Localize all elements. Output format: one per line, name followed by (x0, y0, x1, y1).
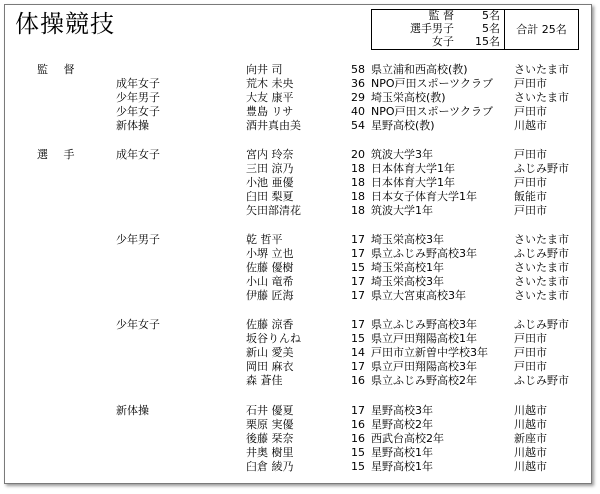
age-value: 17 (351, 404, 365, 417)
city: さいたま市 (514, 275, 569, 288)
city: 戸田市 (514, 148, 547, 161)
age-value: 36 (351, 77, 365, 90)
affiliation: 埼玉栄高校(教) (371, 91, 446, 104)
person-name: 三田 涼乃 (246, 162, 294, 175)
age-value: 15 (351, 446, 365, 459)
person-name: 井奥 樹里 (246, 446, 294, 459)
city: さいたま市 (514, 289, 569, 302)
roster-row (5, 176, 591, 190)
roster-row (5, 204, 591, 218)
age-value: 16 (351, 432, 365, 445)
person-name: 乾 哲平 (246, 233, 283, 246)
person-name: 小山 竜希 (246, 275, 294, 288)
person-name: 森 蒼佳 (246, 374, 283, 387)
affiliation: 星野高校(教) (371, 119, 435, 132)
city: 川越市 (514, 460, 547, 473)
affiliation: 星野高校3年 (371, 404, 433, 417)
category-label: 少年女子 (116, 105, 160, 118)
roster-row (5, 77, 591, 91)
age-value: 14 (351, 346, 365, 359)
summary-box (371, 9, 579, 50)
affiliation: 日本体育大学1年 (371, 162, 455, 175)
affiliation: 県立ふじみ野高校2年 (371, 374, 477, 387)
summary-counts (372, 10, 505, 50)
city: さいたま市 (514, 63, 569, 76)
category-label: 成年女子 (116, 148, 160, 161)
affiliation: 筑波大学1年 (371, 204, 433, 217)
city: 戸田市 (514, 204, 547, 217)
affiliation: NPO戸田スポーツクラブ (371, 77, 493, 90)
city: 戸田市 (514, 360, 547, 373)
city: 戸田市 (514, 176, 547, 189)
age-value: 15 (351, 460, 365, 473)
category-label: 新体操 (116, 404, 149, 417)
city: さいたま市 (514, 261, 569, 274)
age-value: 17 (351, 289, 365, 302)
age-value: 40 (351, 105, 365, 118)
roster-row (5, 91, 591, 105)
affiliation: 埼玉栄高校1年 (371, 261, 444, 274)
person-name: 小池 亜優 (246, 176, 294, 189)
age-value: 58 (351, 63, 365, 76)
age-value: 18 (351, 162, 365, 175)
roster-row (5, 289, 591, 303)
city: 戸田市 (514, 77, 547, 90)
age-value: 20 (351, 148, 365, 161)
person-name: 大友 康平 (246, 91, 294, 104)
roster-row (5, 233, 591, 247)
roster-row (5, 460, 591, 474)
person-name: 新山 愛美 (246, 346, 294, 359)
affiliation: 星野高校1年 (371, 446, 433, 459)
category-label: 少年男子 (116, 233, 160, 246)
person-name: 佐藤 優樹 (246, 261, 294, 274)
affiliation: 星野高校1年 (371, 460, 433, 473)
roster-row (5, 261, 591, 275)
roster-row (5, 247, 591, 261)
category-label: 少年男子 (116, 91, 160, 104)
city: 戸田市 (514, 346, 547, 359)
city: さいたま市 (514, 233, 569, 246)
roster-row (5, 275, 591, 289)
roster-row (5, 432, 591, 446)
roster-row (5, 105, 591, 119)
affiliation: 星野高校2年 (371, 418, 433, 431)
age-value: 17 (351, 275, 365, 288)
page-title: 体操競技 (15, 10, 115, 38)
age-value: 15 (351, 261, 365, 274)
person-name: 宮内 玲奈 (246, 148, 294, 161)
age-value: 17 (351, 247, 365, 260)
age-value: 18 (351, 176, 365, 189)
city: ふじみ野市 (514, 162, 569, 175)
affiliation: 埼玉栄高校3年 (371, 275, 444, 288)
affiliation: 県立ふじみ野高校3年 (371, 247, 477, 260)
roster-row (5, 360, 591, 374)
person-name: 臼田 梨夏 (246, 190, 294, 203)
category-label: 成年女子 (116, 77, 160, 90)
age-value: 17 (351, 318, 365, 331)
summary-label: 女子 (432, 35, 454, 48)
city: ふじみ野市 (514, 318, 569, 331)
affiliation: 西武台高校2年 (371, 432, 444, 445)
city: ふじみ野市 (514, 247, 569, 260)
summary-count: 5名 (482, 22, 500, 35)
city: 飯能市 (514, 190, 547, 203)
person-name: 臼倉 綾乃 (246, 460, 294, 473)
roster-page (4, 4, 592, 484)
roster-row (5, 190, 591, 204)
person-name: 栗原 実優 (246, 418, 294, 431)
summary-count: 15名 (475, 35, 500, 48)
roster-row (5, 374, 591, 388)
roster-row (5, 318, 591, 332)
age-value: 29 (351, 91, 365, 104)
category-label: 新体操 (116, 119, 149, 132)
roster-row (5, 404, 591, 418)
affiliation: 県立大宮東高校3年 (371, 289, 466, 302)
roster-row (5, 162, 591, 176)
age-value: 16 (351, 418, 365, 431)
person-name: 佐藤 涼香 (246, 318, 294, 331)
roster-row (5, 119, 591, 133)
age-value: 18 (351, 204, 365, 217)
summary-label: 監 督 (428, 9, 454, 22)
person-name: 石井 優夏 (246, 404, 294, 417)
person-name: 後藤 栞奈 (246, 432, 294, 445)
age-value: 54 (351, 119, 365, 132)
person-name: 荒木 未央 (246, 77, 294, 90)
affiliation: 日本体育大学1年 (371, 176, 455, 189)
affiliation: NPO戸田スポーツクラブ (371, 105, 493, 118)
roster-row (5, 332, 591, 346)
person-name: 矢田部清花 (246, 204, 301, 217)
affiliation: 県立戸田翔陽高校3年 (371, 360, 477, 373)
city: 戸田市 (514, 332, 547, 345)
roster-row (5, 148, 591, 162)
person-name: 豊島 リサ (246, 105, 294, 118)
city: ふじみ野市 (514, 374, 569, 387)
person-name: 岡田 麻衣 (246, 360, 294, 373)
person-name: 酒井真由美 (246, 119, 301, 132)
age-value: 17 (351, 360, 365, 373)
person-name: 坂谷りんね (246, 332, 301, 345)
age-value: 15 (351, 332, 365, 345)
city: 川越市 (514, 446, 547, 459)
role-label: 監 督 (37, 63, 81, 76)
summary-total: 合計 25名 (505, 10, 579, 50)
city: さいたま市 (514, 91, 569, 104)
age-value: 16 (351, 374, 365, 387)
summary-row (372, 36, 504, 49)
city: 新座市 (514, 432, 547, 445)
city: 戸田市 (514, 105, 547, 118)
roster-row (5, 418, 591, 432)
summary-count: 5名 (482, 9, 500, 22)
category-label: 少年女子 (116, 318, 160, 331)
person-name: 伊藤 匠海 (246, 289, 294, 302)
roster-row (5, 63, 591, 77)
affiliation: 県立浦和西高校(教) (371, 63, 468, 76)
age-value: 17 (351, 233, 365, 246)
city: 川越市 (514, 404, 547, 417)
roster-row (5, 446, 591, 460)
affiliation: 埼玉栄高校3年 (371, 233, 444, 246)
person-name: 小堺 立也 (246, 247, 294, 260)
affiliation: 戸田市立新曽中学校3年 (371, 346, 488, 359)
affiliation: 筑波大学3年 (371, 148, 433, 161)
age-value: 18 (351, 190, 365, 203)
affiliation: 県立戸田翔陽高校1年 (371, 332, 477, 345)
city: 川越市 (514, 119, 547, 132)
roster-row (5, 346, 591, 360)
person-name: 向井 司 (246, 63, 283, 76)
affiliation: 県立ふじみ野高校3年 (371, 318, 477, 331)
summary-label: 選手男子 (410, 22, 454, 35)
role-label: 選 手 (37, 148, 81, 161)
affiliation: 日本女子体育大学1年 (371, 190, 477, 203)
city: 川越市 (514, 418, 547, 431)
